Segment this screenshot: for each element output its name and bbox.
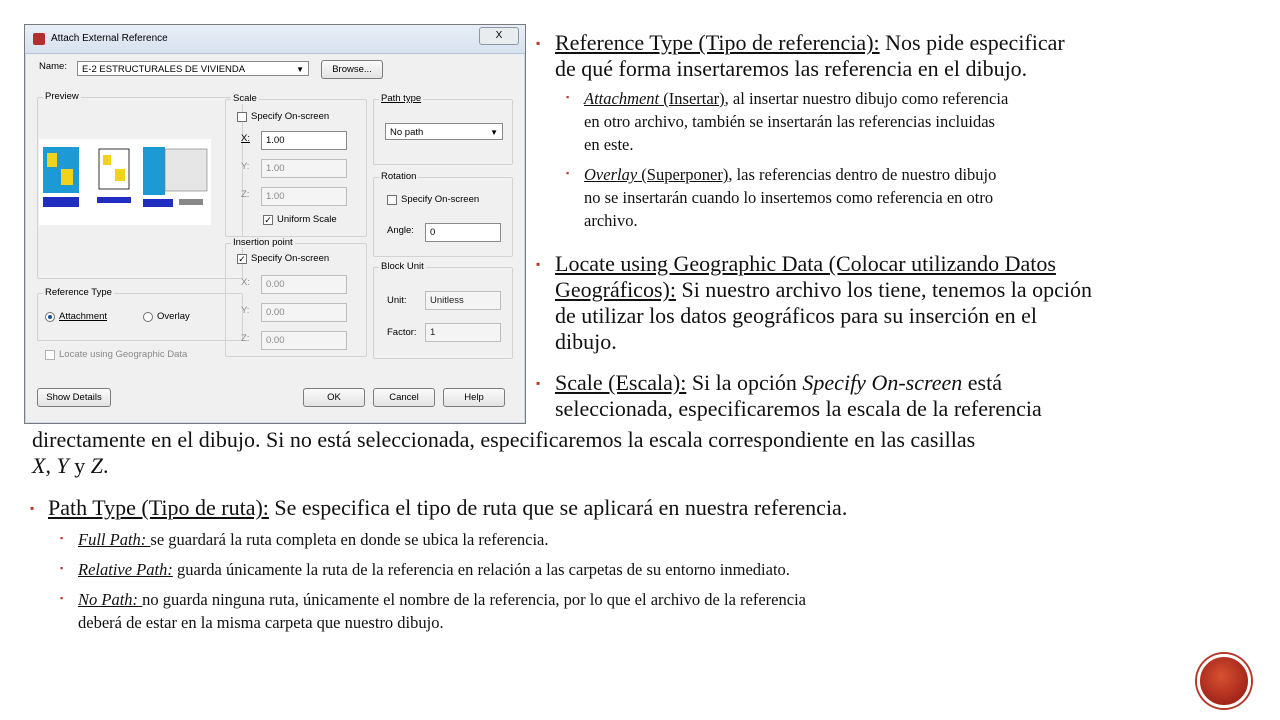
- dialog-title: Attach External Reference: [51, 33, 168, 44]
- bullet-locate: [555, 251, 1092, 355]
- scale-text-c: directamente en el dibujo. Si no está seleccionada, especificaremos la escala correspondiente en las casillas: [32, 427, 976, 452]
- unit-value: Unitless: [425, 291, 501, 310]
- overlay-translation: (Superponer): [637, 165, 729, 184]
- block-unit-group: [373, 261, 513, 359]
- scale-text-b: seleccionada, especificaremos la escala de la referencia: [555, 396, 1042, 421]
- overlay-key: Overlay: [584, 165, 638, 184]
- scale-y-label: Y:: [241, 161, 250, 172]
- path-type-text: Se especifica el tipo de ruta que se aplicará en nuestra referencia.: [268, 495, 848, 520]
- square-bullet-icon: ▪: [536, 376, 541, 390]
- path-type-title: Path type: [381, 93, 422, 104]
- attach-xref-dialog: [24, 24, 526, 424]
- square-bullet-icon: ▪: [30, 501, 35, 515]
- reference-type-text-b: de qué forma insertaremos las referencia en el dibujo.: [555, 56, 1028, 81]
- locate-text-b: Si nuestro archivo los tiene, tenemos la opción: [675, 277, 1093, 302]
- square-bullet-icon: ▪: [566, 168, 570, 178]
- path-type-dropdown[interactable]: [385, 123, 503, 140]
- scale-text-a1: Si la opción: [686, 370, 803, 395]
- sub-bullet-no-path: [78, 588, 806, 634]
- show-details-button[interactable]: Show Details: [37, 388, 111, 407]
- bullet-scale-continuation: [32, 427, 975, 479]
- attachment-radio[interactable]: [45, 312, 55, 322]
- locate-text-d: dibujo.: [555, 329, 617, 354]
- preview-title: Preview: [45, 91, 79, 102]
- locate-text-c: de utilizar los datos geográficos para su inserción en el: [555, 303, 1038, 328]
- sub-bullet-full-path: [78, 528, 549, 551]
- locate-label: Locate using Geographic Data: [59, 349, 188, 360]
- cancel-button[interactable]: Cancel: [373, 388, 435, 407]
- square-bullet-icon: ▪: [536, 36, 541, 50]
- sub-bullet-attachment: [584, 87, 1008, 156]
- help-button[interactable]: Help: [443, 388, 505, 407]
- scale-text-end: .: [102, 453, 109, 478]
- relative-path-text: guarda únicamente la ruta de la referencia en relación a las carpetas de su entorno inmediato.: [172, 560, 790, 579]
- rotation-specify-label: Specify On-screen: [401, 194, 480, 205]
- insertion-x-input[interactable]: 0.00: [261, 275, 347, 294]
- angle-input[interactable]: 0: [425, 223, 501, 242]
- name-label: Name:: [39, 61, 67, 72]
- drawing-preview: [39, 139, 211, 225]
- rotation-specify-checkbox[interactable]: [387, 195, 397, 205]
- scale-key: Scale (Escala):: [555, 370, 687, 395]
- scale-text-sep1: ,: [45, 453, 57, 478]
- square-bullet-icon: ▪: [566, 92, 570, 102]
- reference-type-title: Reference Type: [45, 287, 112, 298]
- ok-button[interactable]: OK: [303, 388, 365, 407]
- scale-text-y: Y: [56, 453, 69, 478]
- scale-text-z: Z: [90, 453, 103, 478]
- close-button[interactable]: X: [479, 27, 519, 45]
- rotation-title: Rotation: [381, 171, 417, 182]
- angle-label: Angle:: [387, 225, 414, 236]
- locate-key-b: Geográficos):: [555, 277, 676, 302]
- chevron-down-icon: ▼: [490, 128, 498, 137]
- unit-label: Unit:: [387, 295, 407, 306]
- scale-text-a2: Specify On-screen: [802, 370, 963, 395]
- bullet-path-type: [48, 495, 847, 521]
- name-value: E-2 ESTRUCTURALES DE VIVIENDA: [82, 64, 246, 75]
- scale-text-x: X: [32, 453, 46, 478]
- insertion-title: Insertion point: [233, 237, 293, 248]
- browse-button[interactable]: Browse...: [321, 60, 383, 79]
- scale-text-sep2: y: [68, 453, 91, 478]
- circle-logo-icon: [1197, 654, 1251, 708]
- full-path-key: Full Path:: [78, 530, 151, 549]
- full-path-text: se guardará la ruta completa en donde se ubica la referencia.: [150, 530, 549, 549]
- scale-specify-label: Specify On-screen: [251, 111, 330, 122]
- sub-bullet-overlay: [584, 163, 996, 232]
- sub-bullet-relative-path: [78, 558, 790, 581]
- insertion-x-label: X:: [241, 277, 250, 288]
- attachment-text-a: , al insertar nuestro dibujo como referencia: [724, 89, 1009, 108]
- locate-key-a: Locate using Geographic Data (Colocar utilizando Datos: [555, 251, 1056, 276]
- rotation-group: [373, 171, 513, 257]
- overlay-radio[interactable]: [143, 312, 153, 322]
- scale-z-input[interactable]: 1.00: [261, 187, 347, 206]
- name-dropdown[interactable]: [77, 61, 309, 76]
- square-bullet-icon: ▪: [60, 593, 64, 603]
- overlay-text-a: , las referencias dentro de nuestro dibujo: [728, 165, 997, 184]
- overlay-text-c: archivo.: [584, 211, 638, 230]
- no-path-text-a: no guarda ninguna ruta, únicamente el nombre de la referencia, por lo que el archivo de la referencia: [142, 590, 806, 609]
- dialog-titlebar: [25, 25, 525, 54]
- overlay-text-b: no se insertarán cuando lo insertemos como referencia en otro: [584, 188, 994, 207]
- relative-path-key: Relative Path:: [78, 560, 173, 579]
- path-type-key: Path Type (Tipo de ruta):: [48, 495, 269, 520]
- insertion-specify-label: Specify On-screen: [251, 253, 330, 264]
- insertion-y-label: Y:: [241, 305, 250, 316]
- factor-value: 1: [425, 323, 501, 342]
- autocad-icon: [33, 33, 45, 45]
- reference-type-text-a: Nos pide especificar: [879, 30, 1065, 55]
- no-path-key: No Path:: [78, 590, 143, 609]
- insertion-specify-checkbox[interactable]: ✓: [238, 254, 246, 264]
- uniform-scale-checkbox[interactable]: ✓: [264, 215, 272, 225]
- scale-specify-checkbox[interactable]: [237, 112, 247, 122]
- square-bullet-icon: ▪: [536, 257, 541, 271]
- scale-x-input[interactable]: 1.00: [261, 131, 347, 150]
- insertion-z-label: Z:: [241, 333, 250, 344]
- no-path-text-b: deberá de estar en la misma carpeta que nuestro dibujo.: [78, 613, 444, 632]
- insertion-z-input[interactable]: 0.00: [261, 331, 347, 350]
- attachment-text-b: en otro archivo, también se insertarán las referencias incluidas: [584, 112, 995, 131]
- reference-type-key: Reference Type (Tipo de referencia):: [555, 30, 880, 55]
- chevron-down-icon: ▼: [296, 65, 304, 74]
- bullet-reference-type: [555, 30, 1065, 82]
- uniform-scale-label: Uniform Scale: [277, 214, 337, 225]
- square-bullet-icon: ▪: [60, 563, 64, 573]
- scale-y-input[interactable]: 1.00: [261, 159, 347, 178]
- factor-label: Factor:: [387, 327, 417, 338]
- path-type-value: No path: [390, 127, 424, 138]
- overlay-label: Overlay: [157, 311, 190, 322]
- scale-x-label: X:: [241, 133, 250, 144]
- scale-text-a3: está: [962, 370, 1002, 395]
- attachment-label: Attachment: [59, 311, 108, 322]
- attachment-text-c: en este.: [584, 135, 634, 154]
- attachment-translation: (Insertar): [659, 89, 725, 108]
- attachment-key: Attachment: [584, 89, 660, 108]
- scale-title: Scale: [233, 93, 257, 104]
- insertion-y-input[interactable]: 0.00: [261, 303, 347, 322]
- square-bullet-icon: ▪: [60, 533, 64, 543]
- bullet-scale: [555, 370, 1042, 422]
- locate-checkbox[interactable]: [45, 350, 55, 360]
- block-unit-title: Block Unit: [381, 261, 424, 272]
- scale-z-label: Z:: [241, 189, 250, 200]
